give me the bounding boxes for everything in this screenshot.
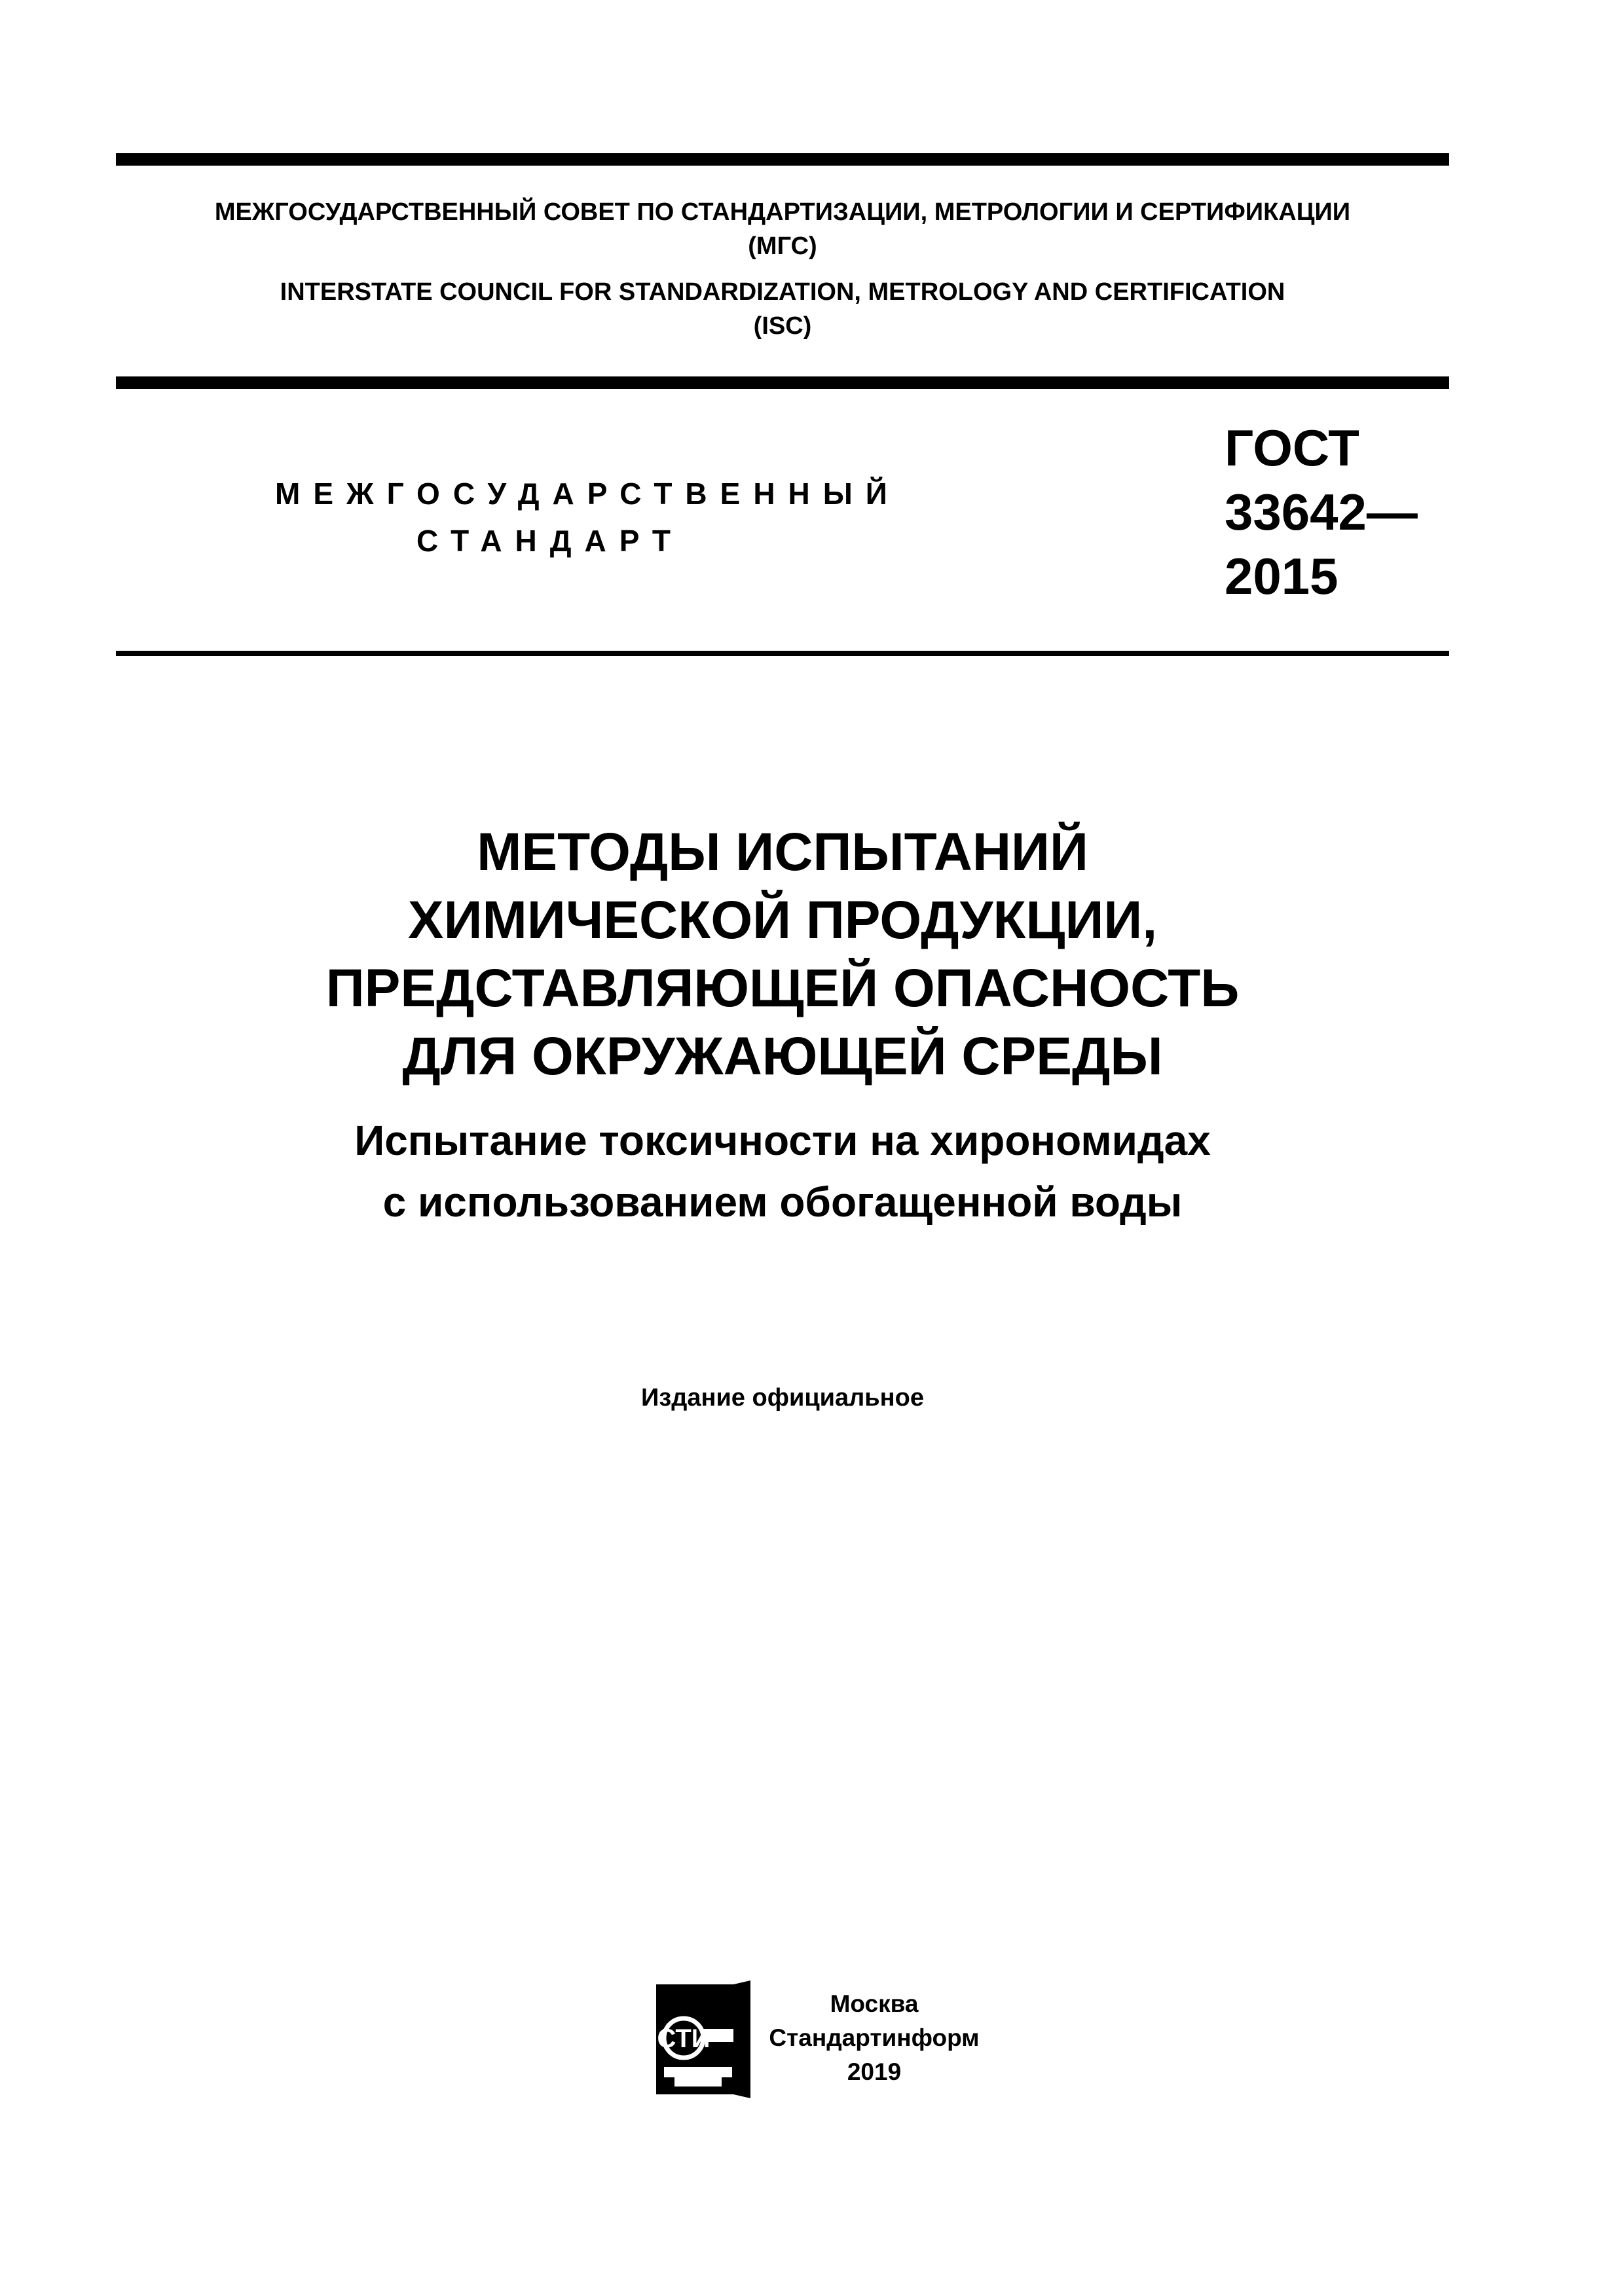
top-divider: [116, 153, 1449, 166]
standard-kind-line2: СТАНДАРТ: [416, 524, 684, 558]
standartinform-logo-icon: [655, 1980, 753, 2098]
council-name-en-line1: INTERSTATE COUNCIL FOR STANDARDIZATION, METROLOGY AND CERTIFICATION: [280, 278, 1285, 306]
council-name-en: [116, 275, 1449, 343]
document-subtitle-line2: с использованием обогащенной воды: [382, 1178, 1183, 1226]
standard-kind: [275, 470, 900, 564]
standard-designation: [1225, 416, 1460, 608]
lower-divider: [116, 651, 1449, 656]
publisher-block: [760, 1987, 989, 2089]
standard-number: 33642—: [1225, 483, 1418, 541]
publisher-year: 2019: [847, 2058, 902, 2085]
edition-label: Издание официальное: [641, 1384, 924, 1412]
middle-divider: [116, 376, 1449, 389]
document-title: [116, 818, 1449, 1091]
publisher-name: Стандартинформ: [769, 2024, 980, 2051]
publisher-city: Москва: [830, 1990, 919, 2017]
council-abbr-en: (ISC): [753, 312, 812, 340]
logo-text: СТИ: [657, 2024, 710, 2053]
document-subtitle-line1: Испытание токсичности на хирономидах: [354, 1117, 1211, 1164]
standard-year: 2015: [1225, 547, 1338, 605]
standard-kind-line1: МЕЖГОСУДАРСТВЕННЫЙ: [275, 477, 900, 511]
council-abbr-ru: (МГС): [748, 232, 817, 260]
document-title-line4: ДЛЯ ОКРУЖАЮЩЕЙ СРЕДЫ: [402, 1027, 1163, 1086]
document-subtitle: [116, 1110, 1449, 1233]
document-title-line1: МЕТОДЫ ИСПЫТАНИЙ: [477, 822, 1088, 882]
council-name-ru: [116, 195, 1449, 263]
document-title-line2: ХИМИЧЕСКОЙ ПРОДУКЦИИ,: [407, 890, 1158, 950]
council-name-ru-line1: МЕЖГОСУДАРСТВЕННЫЙ СОВЕТ ПО СТАНДАРТИЗАЦИИ, МЕТРОЛОГИИ И СЕРТИФИКАЦИИ: [214, 198, 1351, 226]
standard-code: ГОСТ: [1225, 419, 1359, 477]
document-title-line3: ПРЕДСТАВЛЯЮЩЕЙ ОПАСНОСТЬ: [325, 958, 1240, 1018]
